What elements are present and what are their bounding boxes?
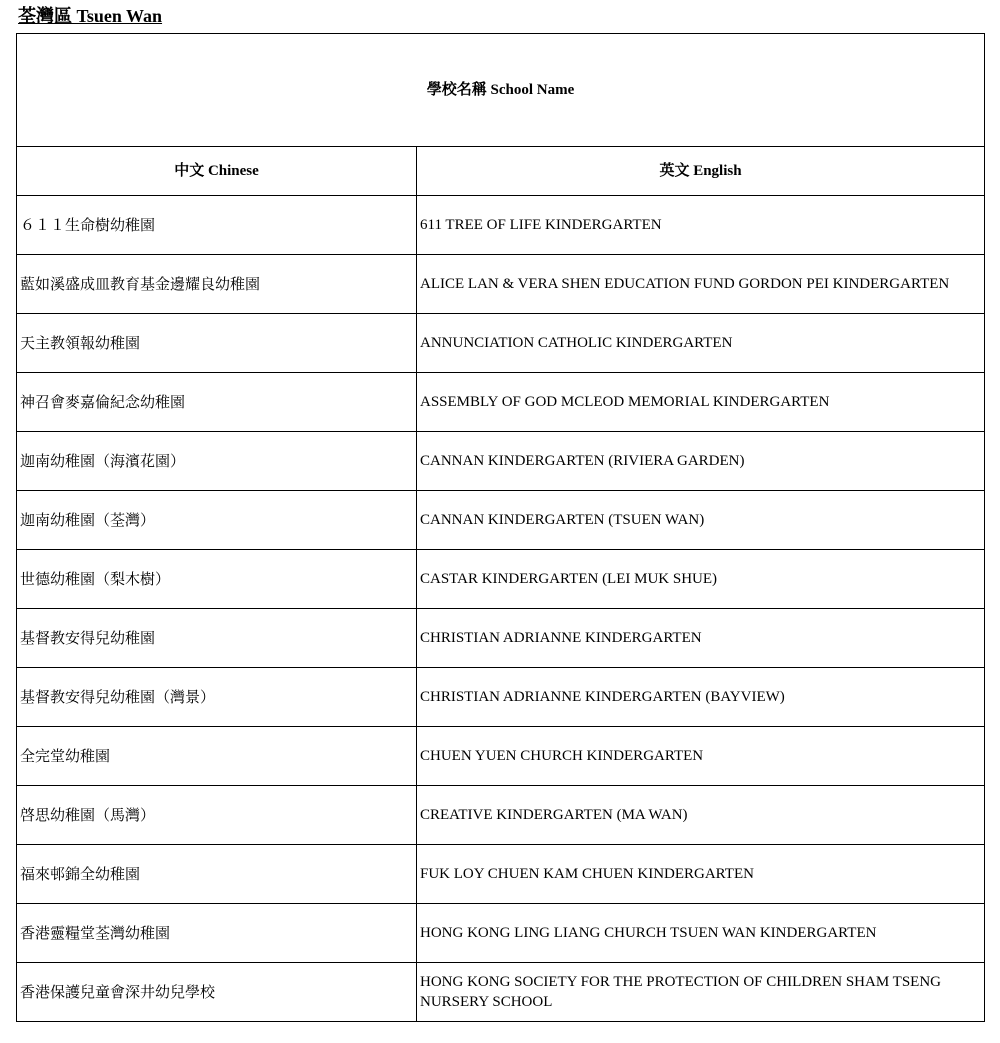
chinese-name-cell: 迦南幼稚園（海濱花園） (17, 432, 417, 491)
chinese-name-cell: 天主教領報幼稚園 (17, 314, 417, 373)
english-name-cell: ALICE LAN & VERA SHEN EDUCATION FUND GORDON PEI KINDERGARTEN (417, 255, 985, 314)
table-row (17, 432, 985, 491)
chinese-name-cell: 迦南幼稚園（荃灣） (17, 491, 417, 550)
chinese-column-header: 中文 Chinese (17, 147, 417, 196)
chinese-name-cell: 世德幼稚園（梨木樹） (17, 550, 417, 609)
chinese-name-cell: 基督教安得兒幼稚園（灣景） (17, 668, 417, 727)
table-column-header-row (17, 147, 985, 196)
english-name-cell: FUK LOY CHUEN KAM CHUEN KINDERGARTEN (417, 845, 985, 904)
english-name-cell: CHUEN YUEN CHURCH KINDERGARTEN (417, 727, 985, 786)
english-name-cell: HONG KONG LING LIANG CHURCH TSUEN WAN KINDERGARTEN (417, 904, 985, 963)
chinese-name-cell: 香港保護兒童會深井幼兒學校 (17, 963, 417, 1022)
english-name-cell: HONG KONG SOCIETY FOR THE PROTECTION OF CHILDREN SHAM TSENG NURSERY SCHOOL (417, 963, 985, 1022)
table-row (17, 373, 985, 432)
english-name-cell: CANNAN KINDERGARTEN (RIVIERA GARDEN) (417, 432, 985, 491)
table-main-header-row (17, 34, 985, 147)
english-column-header: 英文 English (417, 147, 985, 196)
district-title: 荃灣區 Tsuen Wan (18, 6, 163, 26)
table-row (17, 609, 985, 668)
table-row (17, 491, 985, 550)
english-name-cell: CANNAN KINDERGARTEN (TSUEN WAN) (417, 491, 985, 550)
english-name-cell: CHRISTIAN ADRIANNE KINDERGARTEN (417, 609, 985, 668)
school-name-header: 學校名稱 School Name (17, 34, 985, 147)
chinese-name-cell: 福來邨錦全幼稚園 (17, 845, 417, 904)
chinese-name-cell: 啓思幼稚園（馬灣） (17, 786, 417, 845)
table-row (17, 963, 985, 1022)
table-row (17, 314, 985, 373)
table-row (17, 786, 985, 845)
english-name-cell: ASSEMBLY OF GOD MCLEOD MEMORIAL KINDERGARTEN (417, 373, 985, 432)
chinese-name-cell: 香港靈糧堂荃灣幼稚園 (17, 904, 417, 963)
english-name-cell: 611 TREE OF LIFE KINDERGARTEN (417, 196, 985, 255)
table-row (17, 845, 985, 904)
chinese-name-cell: 全完堂幼稚園 (17, 727, 417, 786)
chinese-name-cell: 藍如溪盛成皿教育基金邊耀良幼稚園 (17, 255, 417, 314)
english-name-cell: CREATIVE KINDERGARTEN (MA WAN) (417, 786, 985, 845)
table-row (17, 196, 985, 255)
english-name-cell: ANNUNCIATION CATHOLIC KINDERGARTEN (417, 314, 985, 373)
table-row (17, 727, 985, 786)
school-table (16, 33, 985, 1022)
chinese-name-cell: 基督教安得兒幼稚園 (17, 609, 417, 668)
chinese-name-cell: 神召會麥嘉倫紀念幼稚園 (17, 373, 417, 432)
table-row (17, 550, 985, 609)
table-row (17, 668, 985, 727)
table-row (17, 904, 985, 963)
english-name-cell: CHRISTIAN ADRIANNE KINDERGARTEN (BAYVIEW) (417, 668, 985, 727)
chinese-name-cell: ６１１生命樹幼稚園 (17, 196, 417, 255)
table-row (17, 255, 985, 314)
english-name-cell: CASTAR KINDERGARTEN (LEI MUK SHUE) (417, 550, 985, 609)
